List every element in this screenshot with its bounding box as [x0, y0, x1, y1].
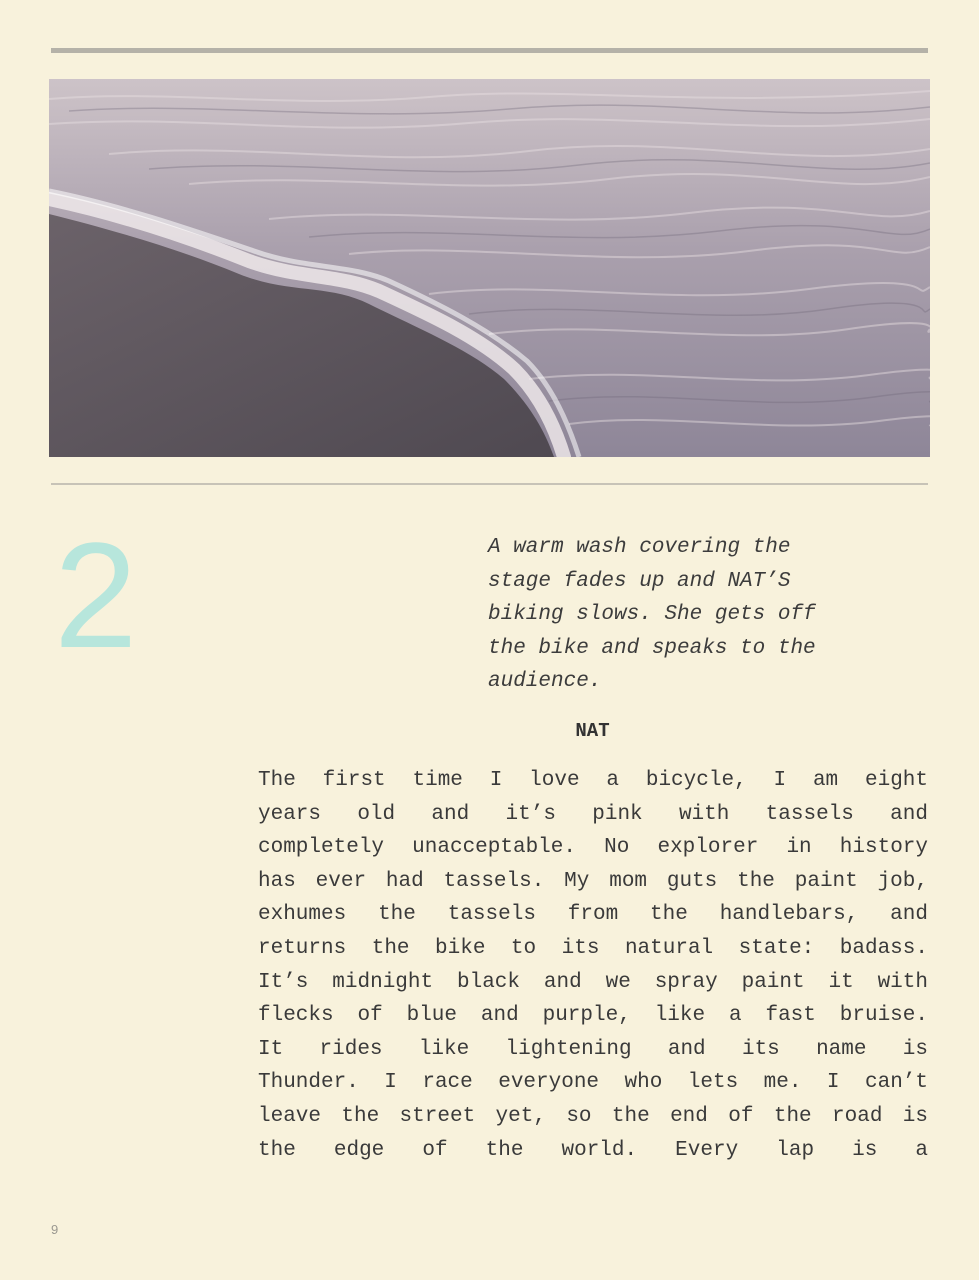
scene-number: 2 [54, 511, 138, 679]
dialogue-line: years old and it’s pink with tassels and [258, 802, 928, 826]
dialogue-line: exhumes the tassels from the handlebars, and [258, 903, 928, 927]
ocean-wave-photo [49, 79, 930, 457]
dialogue-line: has ever had tassels. My mom guts the paint job, [258, 869, 928, 893]
dialogue-line: flecks of blue and purple, like a fast bruise. [258, 1004, 928, 1028]
character-name: NAT [575, 720, 610, 742]
page-number: 9 [51, 1222, 59, 1237]
dialogue [258, 764, 928, 1167]
dialogue-line: The first time I love a bicycle, I am eight [258, 769, 928, 792]
dialogue-line: It rides like lightening and its name is [258, 1037, 928, 1061]
dialogue-line: completely unacceptable. No explorer in history [258, 836, 928, 860]
dialogue-line: Thunder. I race everyone who lets me. I can’t [258, 1071, 928, 1095]
dialogue-line: returns the bike to its natural state: badass. [258, 936, 928, 960]
section-rule [51, 483, 928, 485]
top-rule [51, 48, 928, 53]
dialogue-line: the edge of the world. Every lap is a [258, 1138, 928, 1162]
dialogue-line: It’s midnight black and we spray paint it with [258, 970, 928, 994]
stage-direction: A warm wash covering the stage fades up and NAT’S biking slows. She gets off the bike and speaks to the audience. [488, 536, 816, 694]
dialogue-line: leave the street yet, so the end of the road is [258, 1104, 928, 1128]
